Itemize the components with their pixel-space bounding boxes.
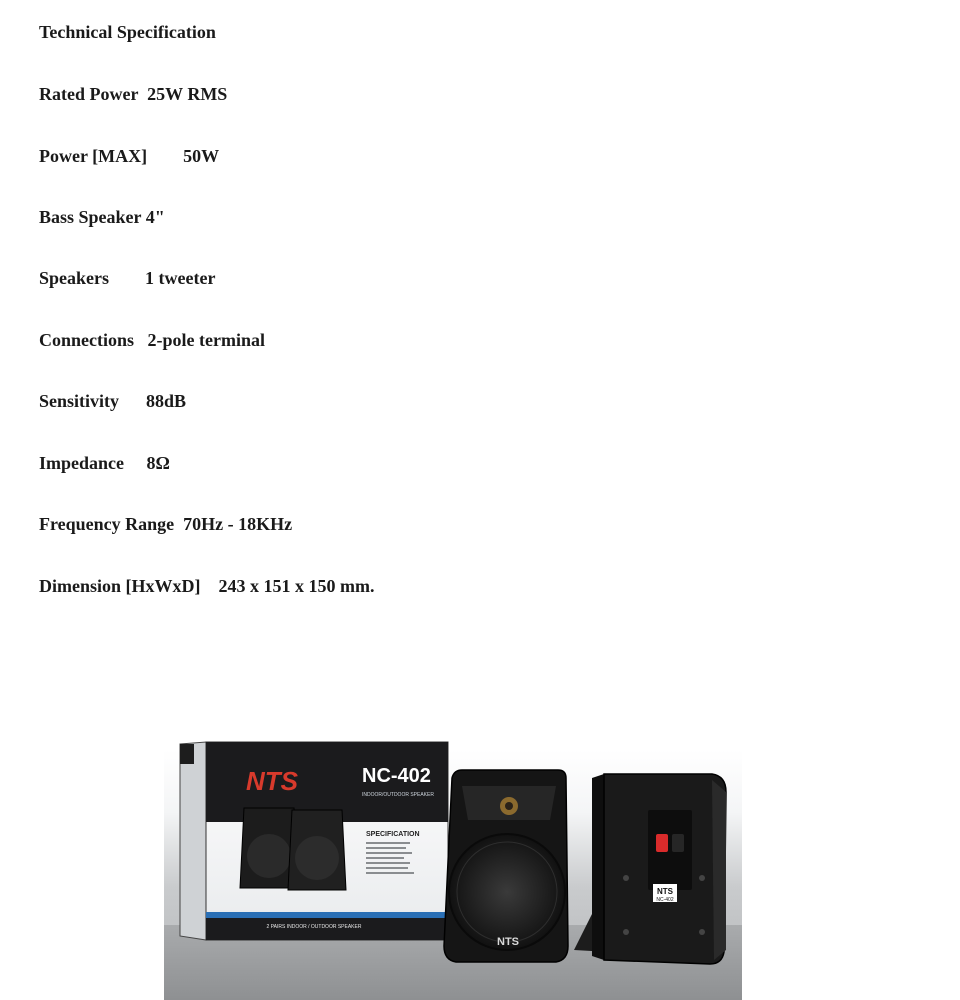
spec-value: 50W xyxy=(183,146,220,166)
rear-label-model: NC-402 xyxy=(656,897,674,903)
spec-label: Rated Power xyxy=(39,84,139,104)
spec-value: 8Ω xyxy=(146,453,170,473)
product-box xyxy=(180,742,448,940)
spec-row-frequency-range xyxy=(39,512,292,536)
spec-row-sensitivity xyxy=(39,389,186,413)
spec-value: 2-pole terminal xyxy=(147,330,265,350)
spec-label: Impedance xyxy=(39,453,124,473)
product-photo xyxy=(164,660,742,1000)
spec-value: 70Hz - 18KHz xyxy=(183,514,293,534)
box-model: NC-402 xyxy=(362,765,431,787)
box-spec-heading: SPECIFICATION xyxy=(366,831,420,838)
box-bottom-text: 2 PAIRS INDOOR / OUTDOOR SPEAKER xyxy=(266,924,362,930)
spec-value: 243 x 151 x 150 mm. xyxy=(218,576,375,596)
spec-row-bass-speaker xyxy=(39,205,165,229)
spec-label: Dimension [HxWxD] xyxy=(39,576,201,596)
spec-label: Sensitivity xyxy=(39,391,120,411)
spec-value: 25W RMS xyxy=(147,84,228,104)
spec-label: Frequency Range xyxy=(39,514,175,534)
spec-value: 88dB xyxy=(146,391,187,411)
spec-row-connections xyxy=(39,328,265,352)
spec-label: Speakers xyxy=(39,268,110,288)
front-speaker-logo: NTS xyxy=(497,936,519,948)
spec-label: Connections xyxy=(39,330,135,350)
spec-row-dimension xyxy=(39,574,375,598)
spec-row-impedance xyxy=(39,451,170,475)
spec-row-speakers xyxy=(39,266,215,290)
front-speaker xyxy=(444,770,568,962)
rear-label-brand: NTS xyxy=(657,887,673,896)
rear-speaker xyxy=(574,774,726,964)
spec-row-rated-power xyxy=(39,82,227,106)
spec-label: Bass Speaker xyxy=(39,207,142,227)
spec-row-power-max xyxy=(39,144,219,168)
spec-label: Power [MAX] xyxy=(39,146,148,166)
spec-value: 4" xyxy=(145,207,165,227)
page-title: Technical Specification xyxy=(39,22,216,42)
box-subtitle: INDOOR/OUTDOOR SPEAKER xyxy=(362,792,434,798)
box-logo: NTS xyxy=(246,766,298,796)
spec-value: 1 tweeter xyxy=(145,268,216,288)
